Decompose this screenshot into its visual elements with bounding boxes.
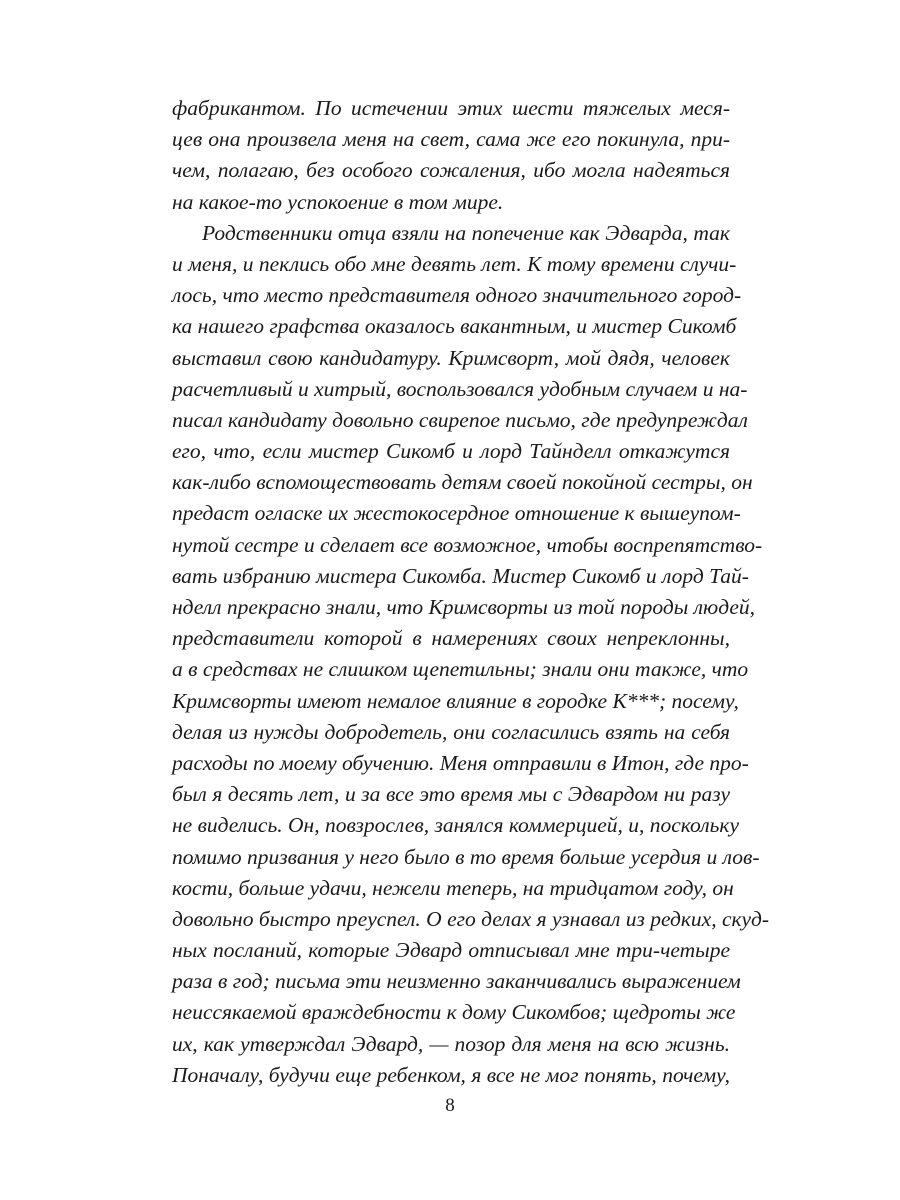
text-line: чем, полагаю, без особого сожаления, ибо могла надеяться <box>172 158 730 183</box>
text-line: выставил свою кандидатуру. Кримсворт, мой дядя, человек <box>172 345 730 370</box>
text-line: ка нашего графства оказалось вакантным, и мистер Сикомб <box>172 314 737 339</box>
text-line: расчетливый и хитрый, воспользовался удобным случаем и на- <box>172 376 748 401</box>
text-line: ных посланий, которые Эдвард отписывал мне три-четыре <box>172 938 730 963</box>
text-line: не виделись. Он, повзрослев, занялся коммерцией, и, поскольку <box>172 813 740 838</box>
page-number: 8 <box>445 1095 455 1116</box>
text-line: представители которой в намерениях своих непреклонны, <box>172 626 730 651</box>
text-line: Поначалу, будучи еще ребенком, я все не мог понять, почему, <box>172 1062 730 1087</box>
text-line: довольно быстро преуспел. О его делах я узнавал из редких, скуд- <box>172 906 770 931</box>
body-text <box>172 93 770 1091</box>
text-line: Кримсворты имеют немалое влияние в городке К***; посему, <box>172 688 739 713</box>
text-line: расходы по моему обучению. Меня отправили в Итон, где про- <box>172 750 749 775</box>
text-line: нделл прекрасно знали, что Кримсворты из той породы людей, <box>172 595 756 619</box>
text-line: лось, что место представителя одного значительного город- <box>172 283 742 308</box>
text-line: писал кандидату довольно свирепое письмо, где предупреждал <box>172 407 748 432</box>
text-line: их, как утверждал Эдвард, — позор для меня на всю жизнь. <box>172 1031 730 1056</box>
text-line: цев она произвела меня на свет, сама же его покинула, при- <box>172 127 730 152</box>
text-line: предаст огласке их жестокосердное отношение к вышеупом- <box>172 501 741 526</box>
text-line: фабрикантом. По истечении этих шести тяжелых меся- <box>172 96 730 120</box>
text-line: нутой сестре и сделает все возможное, чтобы воспрепятство- <box>172 532 763 557</box>
text-line: как-либо вспомоществовать детям своей покойной сестры, он <box>172 470 753 495</box>
text-line: на какое-то успокоение в том мире. <box>172 189 504 214</box>
text-line: и меня, и пеклись обо мне девять лет. К тому времени случи- <box>172 251 737 276</box>
text-line: кости, больше удачи, нежели теперь, на тридцатом году, он <box>172 875 734 900</box>
text-line: был я десять лет, и за все это время мы с Эдвардом ни разу <box>172 782 730 807</box>
text-line: Родственники отца взяли на попечение как Эдварда, так <box>202 220 730 245</box>
text-line: неиссякаемой враждебности к дому Сикомбов; щедроты же <box>172 1000 736 1025</box>
text-line: вать избранию мистера Сикомба. Мистер Сикомб и лорд Тай- <box>172 563 749 588</box>
text-line: раза в год; письма эти неизменно заканчивались выражением <box>172 969 741 994</box>
text-line: помимо призвания у него было в то время больше усердия и лов- <box>172 844 760 869</box>
text-line: а в средствах не слишком щепетильны; знали они также, что <box>172 657 749 682</box>
text-line: его, что, если мистер Сикомб и лорд Тайнделл откажутся <box>172 439 730 464</box>
text-line: делая из нужды добродетель, они согласились взять на себя <box>172 719 730 744</box>
